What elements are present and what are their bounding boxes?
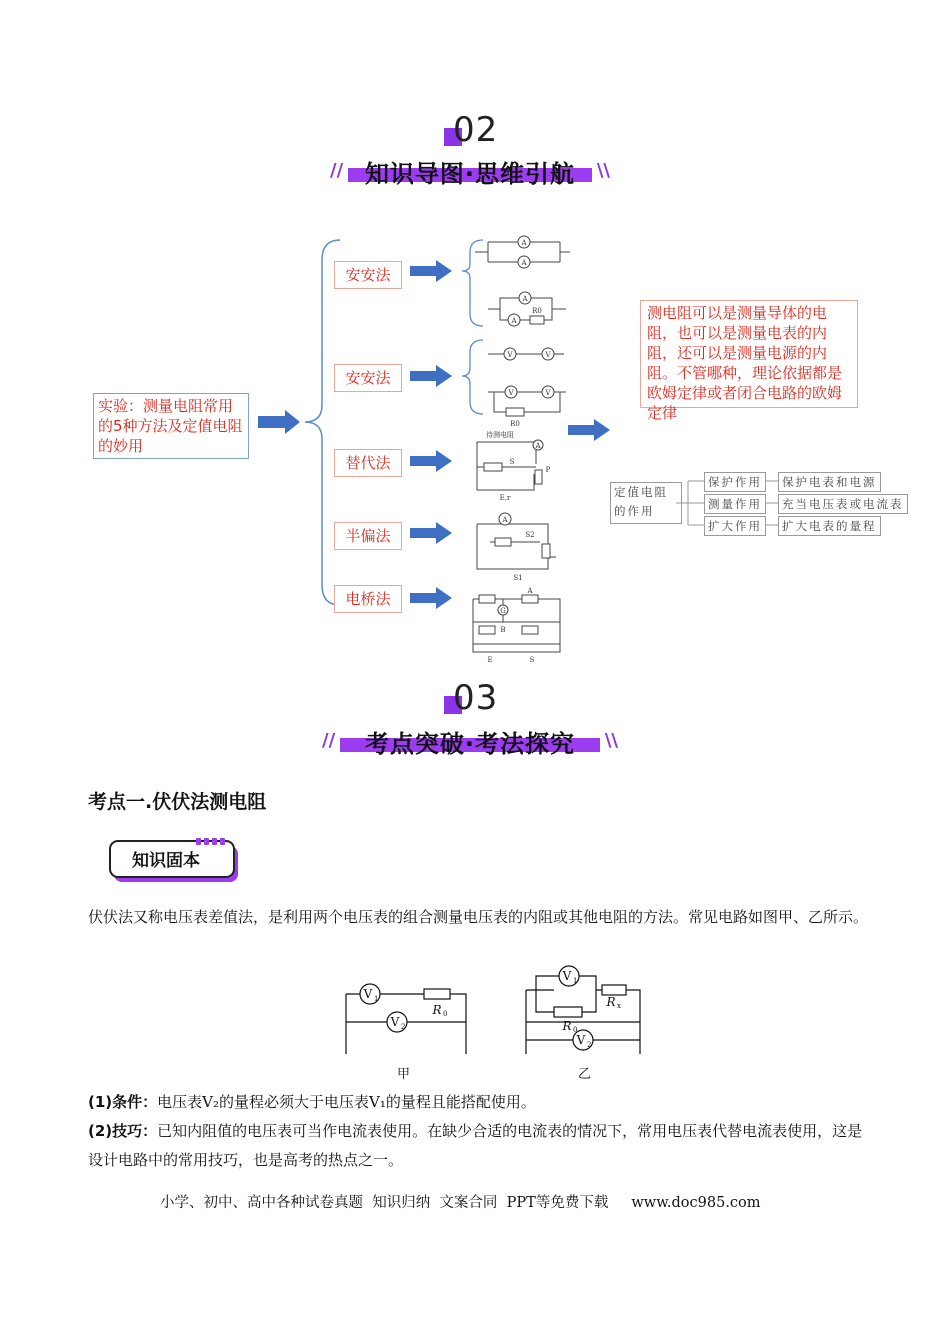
svg-text:V: V xyxy=(508,389,514,397)
tip-paragraph xyxy=(88,1117,868,1175)
condition-paragraph xyxy=(88,1088,868,1117)
svg-text:B: B xyxy=(500,626,506,634)
svg-text:V: V xyxy=(363,987,373,1001)
svg-text:A: A xyxy=(522,295,528,303)
section-banner: // 知识导图·思维引航 \\ xyxy=(330,154,610,184)
section-banner: // 考点突破·考法探究 \\ xyxy=(322,724,618,754)
role-item: 扩大作用 xyxy=(704,516,766,536)
svg-text:A: A xyxy=(527,587,533,595)
svg-text:V: V xyxy=(507,351,513,359)
svg-text:E: E xyxy=(487,656,493,662)
main-brace xyxy=(305,240,340,605)
section-number: 03 xyxy=(453,678,499,718)
topic-heading: 考点一.伏伏法测电阻 xyxy=(88,791,267,813)
svg-text:x: x xyxy=(617,1002,621,1010)
svg-text:A: A xyxy=(521,259,527,267)
effect-item: 扩大电表的量程 xyxy=(778,516,881,536)
svg-text:A: A xyxy=(521,239,527,247)
svg-text:R0: R0 xyxy=(510,420,520,428)
svg-text:A: A xyxy=(511,317,517,325)
svg-text:V: V xyxy=(390,1015,400,1029)
tip-label: (2)技巧： xyxy=(88,1122,158,1140)
svg-text:待测电阻: 待测电阻 xyxy=(486,431,514,439)
svg-text:1: 1 xyxy=(374,995,379,1003)
svg-text:V: V xyxy=(545,351,551,359)
method-arrow-icon xyxy=(410,450,452,472)
method-label: 安安法 xyxy=(334,261,402,289)
svg-text:S: S xyxy=(529,656,535,662)
svg-text:R0: R0 xyxy=(532,307,542,315)
section-title: 知识导图·思维引航 xyxy=(364,160,576,188)
badge-label: 知识固本 xyxy=(132,851,200,871)
figure-caption-jia: 甲 xyxy=(397,1067,411,1082)
svg-text:S1: S1 xyxy=(513,574,523,582)
svg-text:R: R xyxy=(432,1003,442,1017)
svg-text:2: 2 xyxy=(401,1023,406,1031)
method-arrow-icon xyxy=(410,587,452,609)
svg-text:V: V xyxy=(562,969,572,983)
svg-text:E,r: E,r xyxy=(499,494,511,502)
svg-text:G: G xyxy=(500,607,506,615)
figure-jia-yi xyxy=(340,958,650,1086)
method-arrow-icon xyxy=(410,365,452,387)
intro-paragraph: 伏伏法又称电压表差值法，是利用两个电压表的组合测量电压表的内阻或其他电阻的方法。常见电路如图甲、乙所示。 xyxy=(88,908,869,926)
method-label: 半偏法 xyxy=(334,522,402,550)
root-arrow-icon xyxy=(258,410,300,434)
svg-text:P: P xyxy=(545,466,551,474)
method-arrow-icon xyxy=(410,260,452,282)
condition-label: (1)条件： xyxy=(88,1093,158,1111)
section-number: 02 xyxy=(453,110,499,150)
svg-text:A: A xyxy=(535,442,541,450)
badge-knowledge xyxy=(108,838,240,884)
condition-text: 电压表V₂的量程必须大于电压表V₁的量程且能搭配使用。 xyxy=(157,1093,536,1111)
svg-text:2: 2 xyxy=(587,1041,592,1049)
svg-text:S2: S2 xyxy=(525,531,535,539)
svg-text:S: S xyxy=(509,458,515,466)
method-label: 安安法 xyxy=(334,364,402,392)
effect-item: 保护电表和电源 xyxy=(778,472,881,492)
mindmap-note-box: 测电阻可以是测量导体的电阻，也可以是测量电表的内阻，还可以是测量电源的内阻。不管哪种，理论依据都是欧姆定律或者闭合电路的欧姆定律 xyxy=(640,300,858,408)
method-circuits xyxy=(470,232,580,662)
resistor-role-box: 定值电阻 的作用 xyxy=(610,482,682,524)
svg-text:V: V xyxy=(576,1033,586,1047)
mindmap-root-box: 实验：测量电阻常用的5种方法及定值电阻的妙用 xyxy=(93,393,249,459)
method-arrow-icon xyxy=(410,522,452,544)
method-label: 电桥法 xyxy=(334,585,402,613)
section-title: 考点突破·考法探究 xyxy=(364,730,576,758)
svg-text:0: 0 xyxy=(443,1010,448,1018)
figure-caption-yi: 乙 xyxy=(578,1067,592,1082)
method-label: 替代法 xyxy=(334,449,402,477)
role-item: 保护作用 xyxy=(704,472,766,492)
role-item: 测量作用 xyxy=(704,494,766,514)
effect-item: 充当电压表或电流表 xyxy=(778,494,908,514)
svg-text:V: V xyxy=(545,389,551,397)
svg-text:1: 1 xyxy=(573,977,578,985)
page-footer: 小学、初中、高中各种试卷真题 知识归纳 文案合同 PPT等免费下载 www.doc985.com xyxy=(160,1195,761,1211)
svg-text:0: 0 xyxy=(573,1026,578,1034)
svg-text:A: A xyxy=(502,516,508,524)
tip-text: 已知内阻值的电压表可当作电流表使用。在缺少合适的电流表的情况下，常用电压表代替电流表使用，这是设计电路中的常用技巧，也是高考的热点之一。 xyxy=(88,1122,863,1169)
svg-text:R: R xyxy=(562,1019,572,1033)
svg-text:R: R xyxy=(606,995,616,1009)
